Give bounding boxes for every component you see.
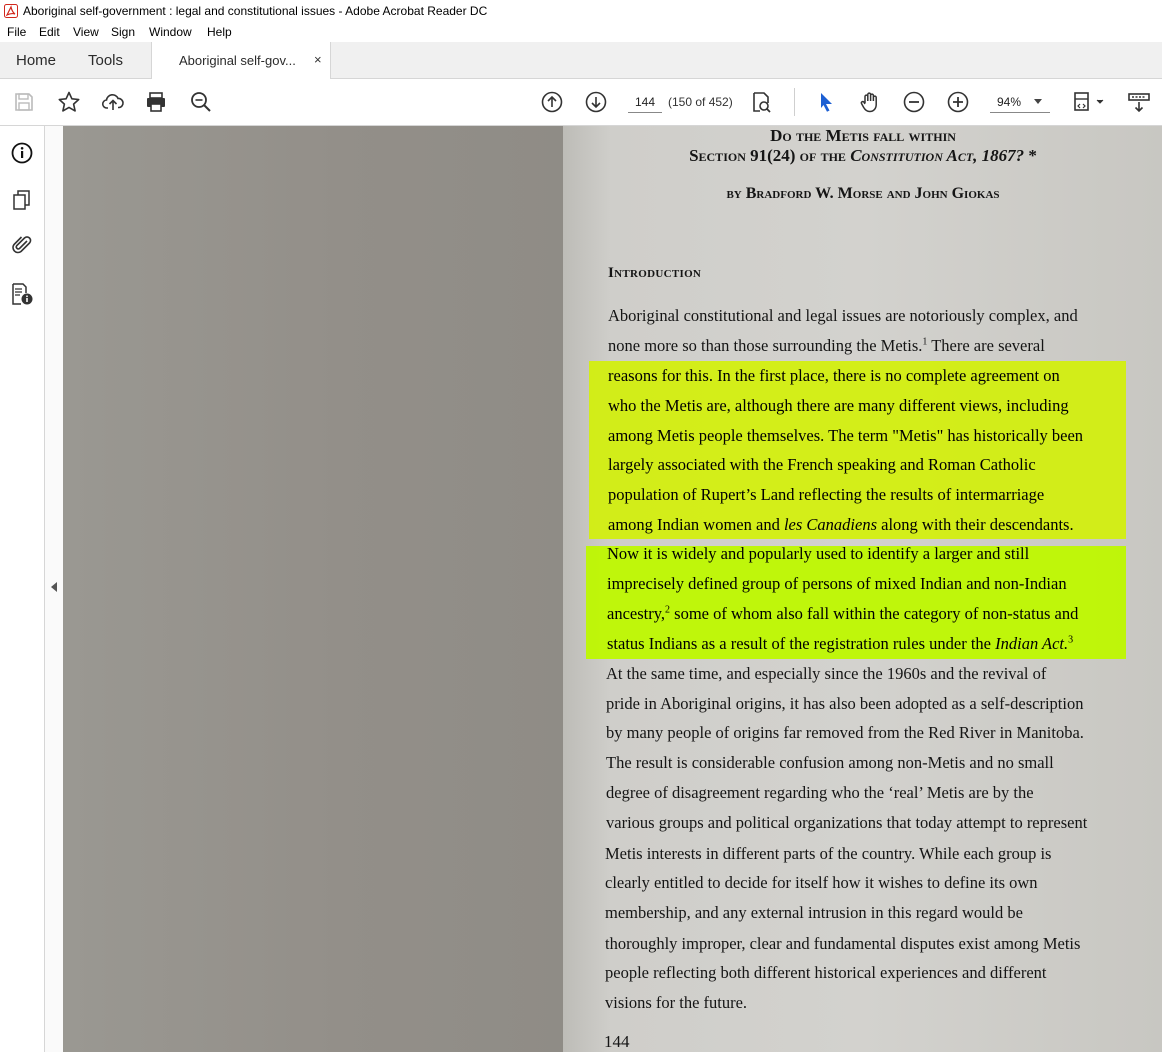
menu-view[interactable]: View — [73, 25, 99, 39]
text-run: who the Metis are, although there are many different views, including — [608, 396, 1069, 415]
find-icon[interactable] — [189, 90, 213, 114]
menu-bar — [0, 22, 1162, 42]
text-run: Now it is widely and popularly used to identify a larger and still — [607, 544, 1030, 563]
body-text-line — [607, 544, 1029, 564]
panel-collapse-strip[interactable] — [45, 126, 63, 1052]
text-run: ancestry, — [607, 604, 666, 623]
text-run: pride in Aboriginal origins, it has also been adopted as a self-description — [606, 694, 1084, 713]
zoom-value: 94% — [997, 95, 1022, 109]
find-text-icon[interactable] — [749, 90, 773, 114]
text-run: At the same time, and especially since the 1960s and the revival of — [606, 664, 1047, 683]
footnote-ref: 2 — [665, 604, 671, 616]
pages-icon[interactable] — [10, 188, 34, 212]
document-properties-icon[interactable] — [10, 282, 34, 306]
select-cursor-icon[interactable] — [814, 90, 838, 114]
article-heading-line1: Do the Metis fall within — [770, 126, 956, 145]
text-run: various groups and political organizations that today attempt to represent — [606, 813, 1088, 832]
body-text-line — [607, 604, 1078, 624]
acrobat-app-icon — [4, 4, 18, 18]
save-icon[interactable] — [12, 90, 36, 114]
text-run: people reflecting both different historical experiences and different — [605, 963, 1047, 982]
page-count: (150 of 452) — [668, 95, 733, 109]
menu-sign[interactable]: Sign — [111, 25, 136, 39]
chevron-down-icon — [1034, 99, 1042, 104]
close-tab-icon[interactable]: × — [314, 52, 322, 67]
text-run: membership, and any external intrusion in this regard would be — [605, 903, 1023, 922]
section-title: Introduction — [608, 265, 702, 281]
heading-italic-text: Constitution Act, 1867? — [850, 146, 1025, 165]
page-up-icon[interactable] — [540, 90, 564, 114]
page-fit-icon[interactable] — [1071, 90, 1107, 114]
highlight-annotation[interactable] — [589, 361, 1126, 539]
body-text-line — [608, 366, 1060, 386]
scan-left-page — [63, 126, 563, 1052]
menu-help[interactable]: Help — [207, 25, 232, 39]
body-text-line — [605, 844, 1051, 864]
italic-text: Indian Act. — [995, 634, 1069, 653]
text-run: population of Rupert’s Land reflecting the results of intermarriage — [608, 485, 1045, 504]
text-run: among Indian women and — [608, 515, 784, 534]
text-run: visions for the future. — [605, 993, 748, 1012]
document-viewer[interactable] — [45, 126, 1162, 1052]
article-heading-line2 — [563, 146, 1162, 166]
toolbar — [0, 79, 1162, 126]
toolbar-separator — [794, 88, 795, 116]
heading-text: Section 91(24) of the — [689, 146, 851, 165]
page-number-input[interactable] — [628, 92, 662, 113]
print-icon[interactable] — [144, 90, 168, 114]
tab-bar — [0, 42, 1162, 79]
body-text-line — [608, 426, 1083, 446]
body-text-line — [606, 783, 1034, 803]
zoom-select[interactable] — [990, 92, 1050, 113]
footnote-ref: 3 — [1068, 634, 1074, 646]
tab-tools[interactable]: Tools — [88, 52, 124, 69]
bookmark-star-icon[interactable] — [57, 90, 81, 114]
text-run: clearly entitled to decide for itself how it wishes to define its own — [605, 873, 1038, 892]
text-run: reasons for this. In the first place, there is no complete agreement on — [608, 366, 1060, 385]
body-text-line — [607, 634, 1073, 654]
title-bar — [0, 0, 1162, 22]
text-run: some of whom also fall within the category of non-status and — [670, 604, 1079, 623]
attachment-icon[interactable] — [10, 233, 34, 257]
body-text-line — [607, 574, 1067, 594]
menu-window[interactable]: Window — [149, 25, 192, 39]
text-run: imprecisely defined group of persons of mixed Indian and non-Indian — [607, 574, 1067, 593]
tab-document[interactable] — [151, 42, 331, 79]
upload-icon[interactable] — [101, 90, 125, 114]
article-byline: by Bradford W. Morse and John Giokas — [726, 185, 1000, 202]
text-run: There are several — [927, 336, 1045, 355]
text-run: along with their descendants. — [877, 515, 1074, 534]
body-text-line — [608, 455, 1036, 475]
text-run: Metis interests in different parts of the country. While each group is — [605, 844, 1052, 863]
hand-icon[interactable] — [858, 90, 882, 114]
body-text-line — [605, 934, 1080, 954]
window-title: Aboriginal self-government : legal and constitutional issues - Adobe Acrobat Reader DC — [23, 4, 488, 18]
footnote-ref: 1 — [922, 336, 928, 348]
tab-home[interactable]: Home — [16, 52, 57, 69]
text-run: thoroughly improper, clear and fundamental disputes exist among Metis — [605, 934, 1081, 953]
document-page — [563, 126, 1162, 1052]
text-run: status Indians as a result of the registration rules under the — [607, 634, 996, 653]
menu-file[interactable]: File — [7, 25, 27, 39]
page-down-icon[interactable] — [584, 90, 608, 114]
body-text-line — [606, 664, 1046, 684]
left-navigation-rail — [0, 126, 45, 1052]
body-text-line — [606, 813, 1087, 833]
info-icon[interactable] — [10, 141, 34, 165]
menu-edit[interactable]: Edit — [39, 25, 60, 39]
heading-footnote-mark: * — [1024, 146, 1037, 165]
body-text-line — [608, 485, 1044, 505]
body-text-line — [605, 903, 1023, 923]
text-run: The result is considerable confusion among non-Metis and no small — [606, 753, 1054, 772]
text-run: Aboriginal constitutional and legal issues are notoriously complex, and — [608, 306, 1078, 325]
text-run: degree of disagreement regarding who the ‘real’ Metis are by the — [606, 783, 1034, 802]
body-text-line — [605, 873, 1038, 893]
body-text-line — [608, 336, 1045, 356]
text-run: none more so than those surrounding the Metis. — [608, 336, 923, 355]
more-tools-icon[interactable] — [1127, 90, 1151, 114]
zoom-in-icon[interactable] — [946, 90, 970, 114]
body-text-line — [606, 723, 1084, 743]
body-text-line — [608, 396, 1069, 416]
body-text-line — [606, 753, 1054, 773]
body-text-line — [605, 963, 1047, 983]
zoom-out-icon[interactable] — [902, 90, 926, 114]
collapse-arrow-icon[interactable] — [51, 582, 57, 592]
text-run: among Metis people themselves. The term "Metis" has historically been — [608, 426, 1084, 445]
body-text-line — [608, 515, 1074, 535]
text-run: largely associated with the French speaking and Roman Catholic — [608, 455, 1036, 474]
italic-text: les Canadiens — [783, 515, 878, 534]
body-text-line — [606, 694, 1083, 714]
page-number: 144 — [604, 1032, 630, 1051]
text-run: by many people of origins far removed from the Red River in Manitoba. — [606, 723, 1084, 742]
body-text-line — [608, 306, 1078, 326]
body-text-line — [605, 993, 747, 1013]
document-tab-label: Aboriginal self-gov... — [179, 53, 296, 68]
